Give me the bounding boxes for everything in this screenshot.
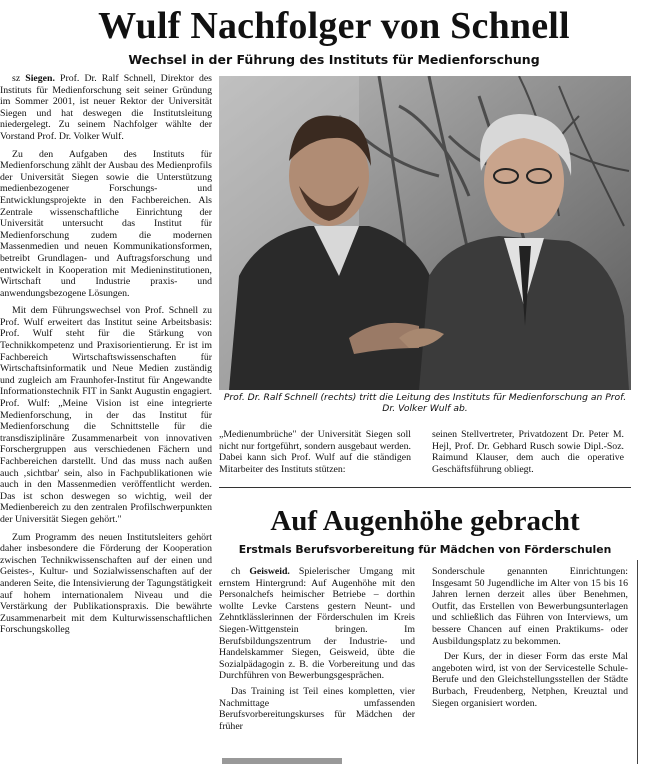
article2-author-initials: ch <box>231 566 241 577</box>
article-photo <box>219 76 631 390</box>
article-separator <box>219 487 631 488</box>
article-continuation-right: seinen Stellvertreter, Privatdozent Dr. Peter M. Hejl, Prof. Dr. Gebhard Rusch sowie Dipl.-Soz. Raimund Klauser, dem auch die operative Geschäftsführung obliegt. <box>432 429 624 475</box>
article-left-column <box>0 73 212 764</box>
article-headline: Wulf Nachfolger von Schnell <box>98 5 570 47</box>
paragraph-2: Zu den Aufgaben des Instituts für Medienforschung zählt der Ausbau des Medienprofils der Universität Siegen sowie die Unterstützung medienbezogener Forschungs- und Entwicklungsprojekte in den Fachbereichen. Als Zentrale wissenschaftliche Einrichtung der Universität untersucht das Institut für Medienforschung zudem die modernen Massenmedien und neuen Kommunikationsformen, betreibt Grundlagen- und Auftragsforschung und entwickelt in Kooperation mit Medieninstitutionen, Wirtschaft und Industrie praxis- und anwendungsbezogene Lösungen. <box>0 148 212 299</box>
paragraph-1-text: Prof. Dr. Ralf Schnell, Direktor des Instituts für Medienforschung seit seiner Gründung im Sommer 2001, ist neuer Rektor der Universität Siegen und hat deswegen die Institutsleitung niedergelegt. Zu seinem Nachfolger wählte der Vorstand Prof. Dr. Volker Wulf. <box>0 73 212 142</box>
article2-paragraph-2: Das Training ist Teil eines kompletten, vier Nachmittage umfassenden Berufsvorbereitungskurses für Mädchen der früher <box>219 685 415 732</box>
next-photo-edge <box>222 758 342 764</box>
article2-paragraph-1-text: Spielerischer Umgang mit ernstem Hintergrund: Auf Augenhöhe mit den Personalchefs heimischer Betriebe – dorthin wollte Levke Carstens gestern Neunt- und Zehntklässlerinnen der Förderschulen im Kreis Siegen-Wittgenstein bringen. Im Berufsbildungszentrum der Industrie- und Handelskammer Siegen, Geisweid, übte die Sozialpädagogin z. B. die Vorbereitung und das Durchführen von Bewerbungsgesprächen. <box>219 566 415 682</box>
dateline: Siegen. <box>25 73 55 84</box>
paragraph-4: Zum Programm des neuen Institutsleiters gehört daher insbesondere die Förderung der Kooperation zwischen Technikwissenschaften auf der einen und Geistes-, Kultur- und Sozialwissenschaften auf der anderen Seite, die Intensivierung der Tagungstätigkeit auf hohem internationalem Niveau und die Verstärkung der Publikationspraxis. Die bewährte Zusammenarbeit mit dem Kulturwissenschaftlichen Forschungskolleg <box>0 531 212 636</box>
paragraph-1 <box>0 73 212 143</box>
article2-paragraph-3: Sonderschule genannten Einrichtungen: Insgesamt 50 Jugendliche im Alter von 15 bis 16 Jahren lernen derzeit alles über Benehmen, Outfit, das Erstellen von Bewerbungsunterlagen und schließlich das Führen von Interviews, um bessere Chancen auf einen Praktikums- oder Ausbildungsplatz zu bekommen. <box>432 566 628 647</box>
author-initials: sz <box>12 73 21 84</box>
article2-paragraph-1 <box>219 566 415 682</box>
photo-caption: Prof. Dr. Ralf Schnell (rechts) tritt die Leitung des Instituts für Medienforschung an Prof. Dr. Volker Wulf ab. <box>223 392 627 414</box>
article-continuation-left: „Medienumbrüche" der Universität Siegen soll nicht nur fortgeführt, sondern ausgebaut werden. Dabei kann sich Prof. Wulf auf die ständigen Mitarbeiter des Instituts stützen: <box>219 429 411 475</box>
article2-left-column <box>219 566 415 764</box>
article2-headline: Auf Augenhöhe gebracht <box>270 505 580 537</box>
article-subheadline: Wechsel in der Führung des Instituts für Medienforschung <box>128 52 540 67</box>
article2-subheadline: Erstmals Berufsvorbereitung für Mädchen von Förderschulen <box>238 543 612 556</box>
column-rule <box>637 560 638 764</box>
paragraph-3: Mit dem Führungswechsel von Prof. Schnell zu Prof. Wulf erweitert das Institut seine Arbeitsbasis: Prof. Wulf steht für die Stärkung von Technikkompetenz und Praxisorientierung. Er ist im Fachbereich Wirtschaftswissenschaften für Wirtschaftsinformatik und Neue Medien zuständig und zugleich am Fraunhofer-Institut für Angewandte Informationstechnik FIT in Sankt Augustin engagiert. Prof. Wulf: „Meine Vision ist eine integrierte Medienforschung, in der das Institut für Medienforschung die Schnittstelle für die transdisziplinäre Zusammenarbeit von innovativen Forschergruppen aus verschiedenen Fächern und Fachbereichen darstellt. Und das muss nach außen auch ‚sichtbar' sein, also in Fachpublikationen wie auch in den Massenmedien veröffentlicht werden. Das ist schon deswegen so wichtig, weil der Medienbereich zu den zentralen Profilschwerpunkten der Universität Siegen gehört." <box>0 305 212 525</box>
article2-right-column <box>432 566 628 764</box>
photo-illustration <box>219 76 631 390</box>
article2-paragraph-4: Der Kurs, der in dieser Form das erste Mal angeboten wird, ist von der Servicestelle Schule-Berufe und den Gleichstellungsstellen der Städte Burbach, Freudenberg, Netphen, Kreuztal und Siegen organisiert worden. <box>432 651 628 709</box>
article2-dateline: Geisweid. <box>249 566 290 577</box>
